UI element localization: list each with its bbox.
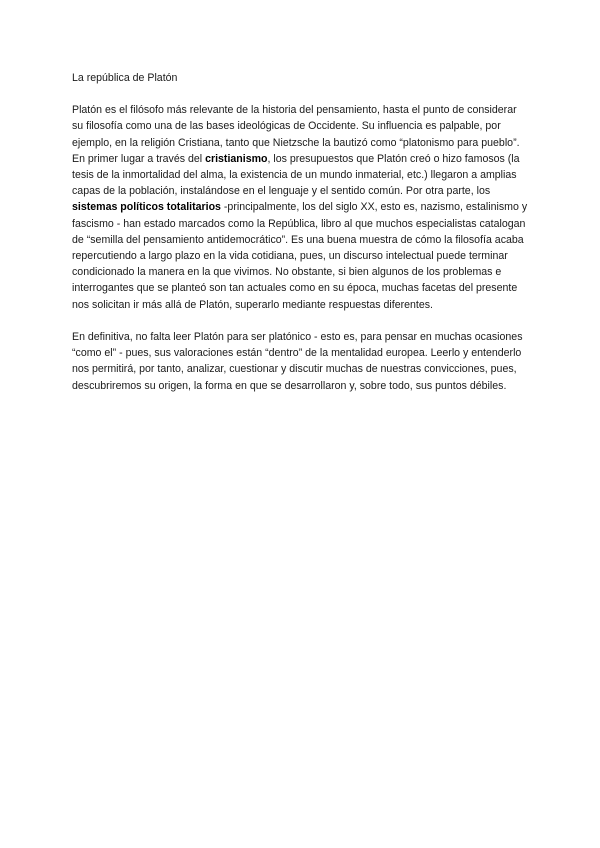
document-title: La república de Platón [72,72,178,84]
paragraph-2: En definitiva, no falta leer Platón para ser platónico - esto es, para pensar en muchas ocasiones “como el” - pues, sus valoraciones están “dentro” de la mentalidad europea. Leerlo y entenderlo nos permitirá, por tanto, analizar, cuestionar y discutir muchas de nuestras convicciones, pues, descubriremos su origen, la forma en que se desarrollaron y, sobre todo, sus puntos débiles. [72,331,523,392]
paragraph-1 [72,102,530,313]
bold-term-sistemas-politicos: sistemas políticos totalitarios [72,201,221,214]
paragraph-1-text-part-2: , los presupuestos que Platón creó o hizo famosos (la tesis de la inmortalidad del alma, la existencia de un mundo inmaterial, etc.) llegaron a amplias capas de la población, instalándose en el lenguaje y el sentido común. Por otra parte, los [72,152,520,198]
bold-term-cristianismo: cristianismo [205,152,268,165]
paragraph-1-text-part-3: -principalmente, los del siglo XX, esto es, nazismo, estalinismo y fascismo - han estado marcados como la República, libro al que muchos especialistas catalogan de “semilla del pensamiento antidemocrático”. Es una buena muestra de cómo la filosofía acaba repercutiendo a largo plazo en la vida cotidiana, pues, un discurso intelectual puede terminar condicionado la manera en la que vivimos. No obstante, si bien algunos de los problemas e interrogantes que se planteó son tan actuales como en su época, muchas facetas del presente nos solicitan ir más allá de Platón, superarlo mediante respuestas diferentes. [72,201,528,311]
document-body [72,70,530,410]
paragraph-1-text-part-1: Platón es el filósofo más relevante de la historia del pensamiento, hasta el punto de considerar su filosofía como una de las bases ideológicas de Occidente. Su influencia es palpable, por ejemplo, en la religión Cristiana, tanto que Nietzsche la bautizó como “platonismo para pueblo”. En primer lugar a través del [72,104,520,165]
